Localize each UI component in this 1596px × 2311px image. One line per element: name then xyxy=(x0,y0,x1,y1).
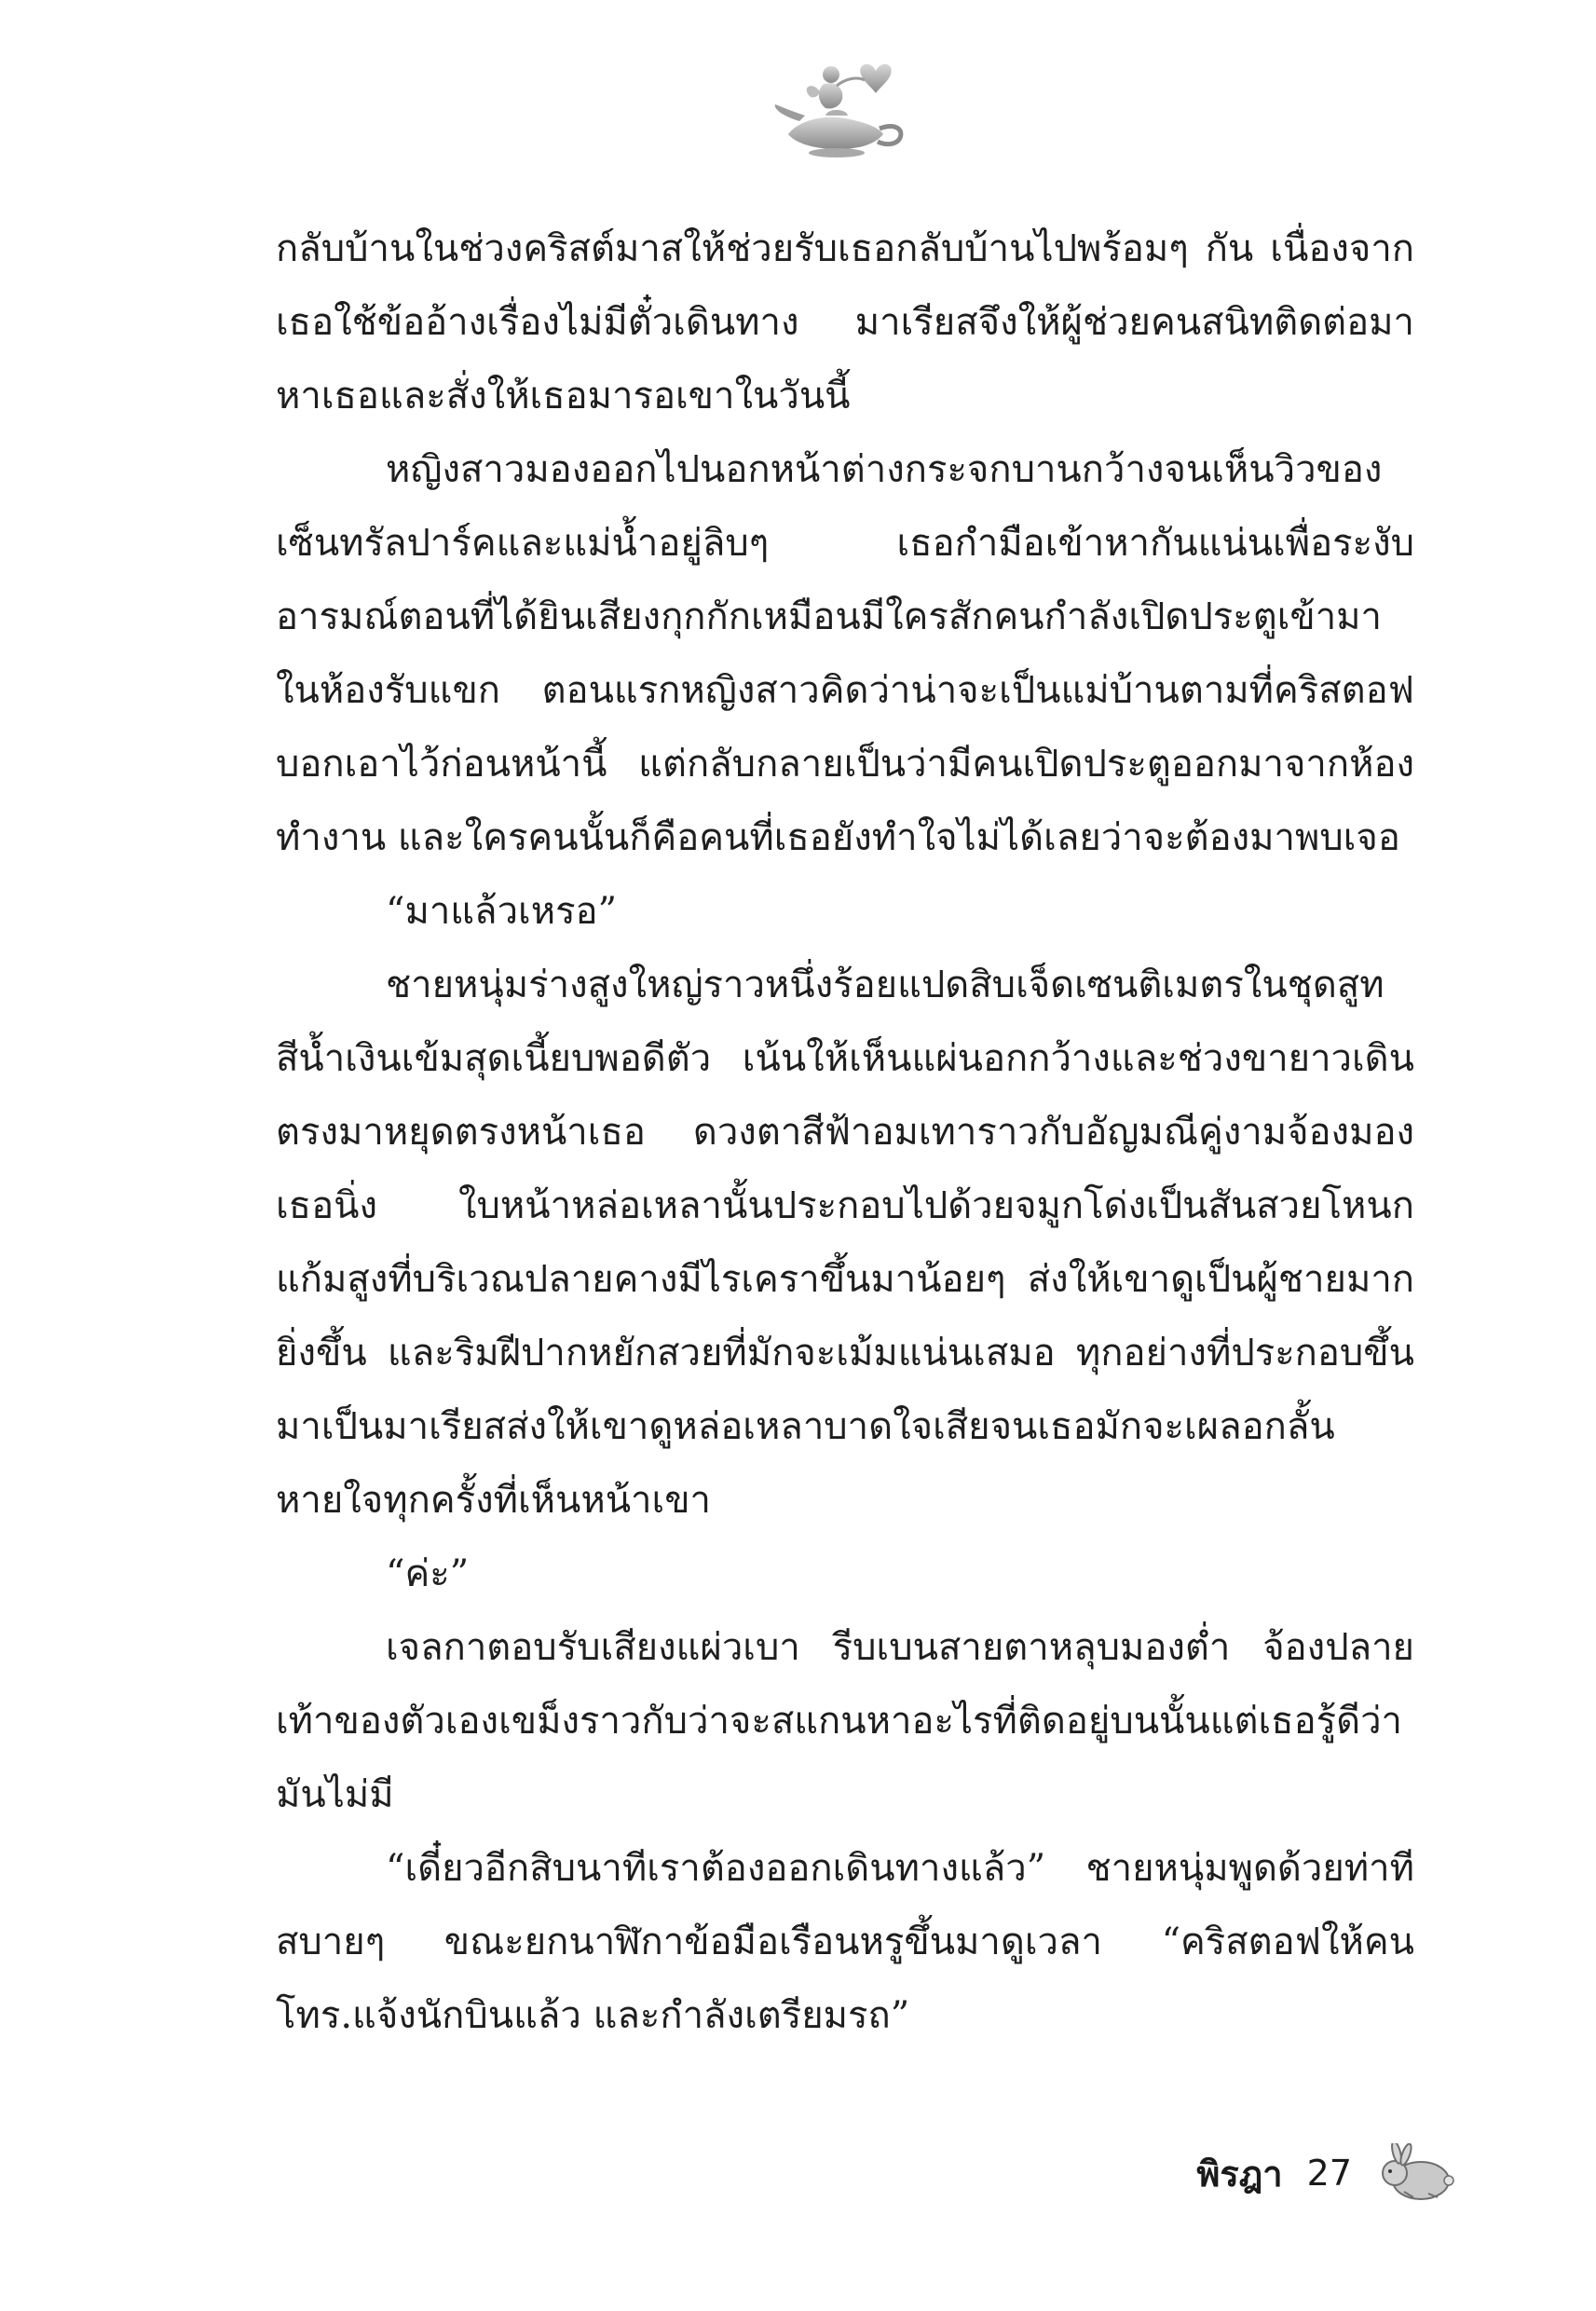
paragraph: หญิงสาวมองออกไปนอกหน้าต่างกระจกบานกว้างจนเห็นวิวของเซ็นทรัลปาร์คและแม่น้ำอยู่ลิบๆ เธอกำมือเข้าหากันแน่นเพื่อระงับอารมณ์ตอนที่ได้ยินเสียงกุกกักเหมือนมีใครสักคนกำลังเปิดประตูเข้ามาในห้องรับแขก ตอนแรกหญิงสาวคิดว่าน่าจะเป็นแม่บ้านตามที่คริสตอฟบอกเอาไว้ก่อนหน้านี้ แต่กลับกลายเป็นว่ามีคนเปิดประตูออกมาจากห้องทำงาน และใครคนนั้นก็คือคนที่เธอยังทำใจไม่ได้เลยว่าจะต้องมาพบเจอ xyxy=(276,448,1414,859)
body-text xyxy=(276,212,1414,2053)
rabbit-icon xyxy=(1376,2143,1456,2203)
author-name: พิรฎา xyxy=(1196,2153,1283,2195)
teapot-cupid-ornament-icon xyxy=(771,54,911,166)
paragraph: ชายหนุ่มร่างสูงใหญ่ราวหนึ่งร้อยแปดสิบเจ็ดเซนติเมตรในชุดสูทสีน้ำเงินเข้มสุดเนี้ยบพอดีตัว เน้นให้เห็นแผ่นอกกว้างและช่วงขายาวเดินตรงมาหยุดตรงหน้าเธอ ดวงตาสีฟ้าอมเทาราวกับอัญมณีคู่งามจ้องมองเธอนิ่ง ใบหน้าหล่อเหลานั้นประกอบไปด้วยจมูกโด่งเป็นสันสวยโหนกแก้มสูงที่บริเวณปลายคางมีไรเคราขึ้นมาน้อยๆ ส่งให้เขาดูเป็นผู้ชายมากยิ่งขึ้น และริมฝีปากหยักสวยที่มักจะเม้มแน่นเสมอ ทุกอย่างที่ประกอบขึ้นมาเป็นมาเรียสส่งให้เขาดูหล่อเหลาบาดใจเสียจนเธอมักจะเผลอกลั้นหายใจทุกครั้งที่เห็นหน้าเขา xyxy=(276,964,1414,1522)
paragraph: กลับบ้านในช่วงคริสต์มาสให้ช่วยรับเธอกลับบ้านไปพร้อมๆ กัน เนื่องจากเธอใช้ข้ออ้างเรื่องไม่มีตั๋วเดินทาง มาเรียสจึงให้ผู้ช่วยคนสนิทติดต่อมาหาเธอและสั่งให้เธอมารอเขาในวันนี้ xyxy=(276,227,1414,417)
dialogue-line: “ค่ะ” xyxy=(386,1552,470,1595)
page-number: 27 xyxy=(1306,2153,1352,2194)
dialogue-line: “มาแล้วเหรอ” xyxy=(386,890,618,933)
page-footer xyxy=(1196,2143,1456,2203)
paragraph: “เดี๋ยวอีกสิบนาทีเราต้องออกเดินทางแล้ว” ชายหนุ่มพูดด้วยท่าทีสบายๆ ขณะยกนาฬิกาข้อมือเรือนหรูขึ้นมาดูเวลา “คริสตอฟให้คนโทร.แจ้งนักบินแล้ว และกำลังเตรียมรถ” xyxy=(276,1847,1414,2037)
paragraph: เจลกาตอบรับเสียงแผ่วเบา รีบเบนสายตาหลุบมองต่ำ จ้องปลายเท้าของตัวเองเขม็งราวกับว่าจะสแกนหาอะไรที่ติดอยู่บนนั้นแต่เธอรู้ดีว่ามันไม่มี xyxy=(276,1626,1414,1816)
